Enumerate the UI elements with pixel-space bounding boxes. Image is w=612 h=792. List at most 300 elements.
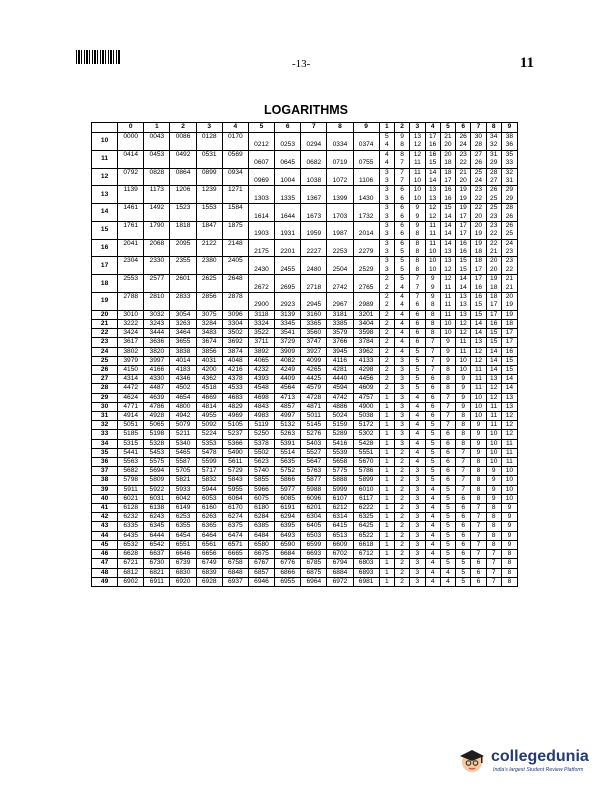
log-value: 5775 [327,467,353,476]
mean-difference: 1 [379,421,394,430]
mean-difference: 10 10 [425,257,440,275]
mean-difference: 5 [410,375,425,384]
log-value: 5977 [275,485,301,494]
log-value: 6739 [170,559,196,568]
log-value: 6857 [248,568,274,577]
log-value: 5809 [144,476,170,485]
mean-difference: 1 [379,412,394,421]
mean-difference: 2 [394,568,409,577]
log-value: 3160 [301,310,327,319]
mean-difference: 14 [486,347,501,356]
log-value: 5038 [353,412,379,421]
row-number: 16 [92,239,118,257]
log-value: 6010 [353,485,379,494]
mean-difference: 5 [410,347,425,356]
mean-difference: 1 [379,476,394,485]
log-value: 6785 [301,559,327,568]
row-number: 41 [92,504,118,513]
log-value: 4378 [222,375,248,384]
mean-difference: 5 [440,485,455,494]
mean-difference: 18 17 [440,168,455,186]
mean-difference: 3 3 [379,257,394,275]
log-value: 5575 [144,458,170,467]
log-value: 0294 [301,133,327,151]
log-value: 3997 [144,356,170,365]
mean-difference: 4 [425,522,440,531]
table-row [92,329,518,338]
log-value: 4014 [170,356,196,365]
mean-difference: 1 [379,522,394,531]
mean-difference: 2 [394,550,409,559]
mean-difference: 6 [410,329,425,338]
mean-difference: 9 [486,485,501,494]
log-value: 6243 [144,513,170,522]
mean-difference: 2 [379,329,394,338]
mean-difference: 7 6 [410,293,425,311]
table-row [92,458,518,467]
mean-difference: 8 7 [394,150,409,168]
mean-difference: 5 [440,504,455,513]
log-value: 3096 [222,310,248,319]
mean-difference: 11 [471,366,486,375]
log-value: 2148 [222,239,248,257]
log-value: 6385 [248,522,274,531]
table-row [92,310,518,319]
log-value: 6637 [144,550,170,559]
log-value: 1847 [196,221,222,239]
mean-difference: 14 [501,375,517,384]
mean-difference: 15 15 [456,257,471,275]
mean-difference: 11 11 [425,221,440,239]
log-value: 4502 [170,384,196,393]
log-value: 5132 [275,421,301,430]
log-value: 6981 [353,577,379,586]
log-value: 6375 [222,522,248,531]
log-value: 6201 [301,504,327,513]
mean-difference: 2 [394,577,409,586]
log-value: 5453 [144,448,170,457]
log-value: 3747 [301,338,327,347]
mean-difference: 9 8 [425,293,440,311]
mean-difference: 4 [440,577,455,586]
mean-difference: 3 3 [379,239,394,257]
log-value: 5717 [196,467,222,476]
log-value: 6758 [222,559,248,568]
mean-difference: 6 [456,504,471,513]
mean-difference: 3 [410,568,425,577]
log-value: 6684 [275,550,301,559]
log-value: 6590 [275,540,301,549]
log-value: 4440 [327,375,353,384]
mean-difference: 1 [379,485,394,494]
log-value: 3674 [196,338,222,347]
column-header: 8 [486,123,501,133]
log-value: 4928 [144,412,170,421]
log-value: 3945 [327,347,353,356]
log-value: 6551 [170,540,196,549]
mean-difference: 3 [394,402,409,411]
column-header: 6 [456,123,471,133]
mean-difference: 17 [501,329,517,338]
log-value: 4579 [301,384,327,393]
log-value: 2279 [353,239,379,257]
mean-difference: 6 6 [394,204,409,222]
log-value: 2201 [275,239,301,257]
log-value: 1038 [301,168,327,186]
mean-difference: 4 [425,577,440,586]
row-number: 37 [92,467,118,476]
mean-difference: 7 [456,458,471,467]
log-value: 6812 [118,568,144,577]
mean-difference: 10 [471,412,486,421]
log-value: 6395 [275,522,301,531]
mean-difference: 22 21 [486,239,501,257]
log-value: 6474 [222,531,248,540]
mean-difference: 11 [501,448,517,457]
mean-difference: 11 [471,375,486,384]
mean-difference: 8 [501,577,517,586]
log-value: 6284 [248,513,274,522]
log-value: 0828 [144,168,170,186]
log-value: 4409 [275,375,301,384]
log-value: 2304 [118,257,144,275]
mean-difference: 4 4 [379,150,394,168]
log-value: 2718 [301,275,327,293]
column-header: 5 [440,123,455,133]
log-value: 4487 [144,384,170,393]
log-value: 6928 [196,577,222,586]
mean-difference: 16 15 [471,293,486,311]
log-value: 2833 [170,293,196,311]
log-value: 4955 [196,412,222,421]
row-number: 34 [92,439,118,448]
log-value: 6937 [222,577,248,586]
mean-difference: 9 [501,513,517,522]
row-number: 39 [92,485,118,494]
mean-difference: 4 [410,458,425,467]
log-value: 2742 [327,275,353,293]
log-value: 1644 [275,204,301,222]
mean-difference: 4 [425,485,440,494]
log-value: 6665 [222,550,248,559]
log-value: 6160 [196,504,222,513]
mean-difference: 13 [501,402,517,411]
log-value: 5502 [248,448,274,457]
table-row [92,320,518,329]
mean-difference: 11 [501,458,517,467]
log-value: 4843 [248,402,274,411]
mean-difference: 8 [486,504,501,513]
log-value: 6964 [301,577,327,586]
mean-difference: 1 [379,439,394,448]
log-value: 5145 [301,421,327,430]
log-value: 6454 [170,531,196,540]
mean-difference: 9 [456,384,471,393]
mean-difference: 7 [440,412,455,421]
mean-difference: 9 [471,448,486,457]
mean-difference: 23 22 [501,257,517,275]
log-value: 1987 [327,221,353,239]
mean-difference: 19 17 [456,204,471,222]
log-value: 5079 [170,421,196,430]
mean-difference: 1 [379,430,394,439]
log-value: 2253 [327,239,353,257]
mean-difference: 17 [486,310,501,319]
log-value: 0682 [301,150,327,168]
mean-difference: 4 [394,320,409,329]
mean-difference: 14 14 [425,168,440,186]
mean-difference: 14 [501,384,517,393]
log-value: 0864 [170,168,196,186]
mean-difference: 28 26 [501,204,517,222]
mean-difference: 7 [486,577,501,586]
log-value: 6532 [118,540,144,549]
mean-difference: 16 15 [425,150,440,168]
mean-difference: 10 [486,458,501,467]
log-value: 5302 [353,430,379,439]
log-value: 5729 [222,467,248,476]
mean-difference: 11 [471,384,486,393]
log-value: 0453 [144,150,170,168]
mean-difference: 12 [471,347,486,356]
log-value: 4742 [327,393,353,402]
row-number: 18 [92,275,118,293]
table-row [92,257,518,275]
mean-difference: 1 [379,513,394,522]
log-value: 6053 [196,494,222,503]
mean-difference: 26 24 [456,133,471,151]
mean-difference: 8 8 [410,239,425,257]
log-value: 6355 [170,522,196,531]
table-row [92,448,518,457]
log-value: 6693 [301,550,327,559]
mean-difference: 4 [425,504,440,513]
log-value: 4564 [275,384,301,393]
mean-difference: 6 [456,522,471,531]
log-value: 5250 [248,430,274,439]
log-value: 4698 [248,393,274,402]
log-value: 3927 [301,347,327,356]
mean-difference: 5 [425,467,440,476]
log-value: 4346 [170,375,196,384]
column-header: 2 [394,123,409,133]
table-row [92,550,518,559]
log-value: 4099 [301,356,327,365]
mean-difference: 4 [410,412,425,421]
log-value: 3385 [327,320,353,329]
mean-difference: 25 23 [486,204,501,222]
log-value: 5403 [301,439,327,448]
log-value: 2095 [170,239,196,257]
log-value: 4166 [144,366,170,375]
log-value: 2014 [353,221,379,239]
mean-difference: 8 [486,540,501,549]
log-value: 3404 [353,320,379,329]
log-value: 2175 [248,239,274,257]
mean-difference: 8 [471,494,486,503]
log-value: 5416 [327,439,353,448]
mean-difference: 5 [440,559,455,568]
log-value: 5065 [144,421,170,430]
mean-difference: 17 16 [425,133,440,151]
log-value: 4330 [144,375,170,384]
log-value: 5441 [118,448,144,457]
log-value: 6955 [275,577,301,586]
mean-difference: 3 [410,476,425,485]
log-value: 4857 [275,402,301,411]
log-value: 6274 [222,513,248,522]
log-value: 0414 [118,150,144,168]
mean-difference: 3 [394,412,409,421]
log-value: 6031 [144,494,170,503]
mean-difference: 15 [471,310,486,319]
mean-difference: 9 [471,430,486,439]
log-value: 1430 [353,186,379,204]
row-number: 33 [92,430,118,439]
mean-difference: 8 [440,375,455,384]
mean-difference: 7 [471,513,486,522]
mean-difference: 10 [456,356,471,365]
log-value: 2405 [222,257,248,275]
log-value: 4065 [248,356,274,365]
mean-difference: 14 [471,329,486,338]
log-value: 4314 [118,375,144,384]
log-value: 4609 [353,384,379,393]
mean-difference: 1 [379,458,394,467]
mean-difference: 9 [501,504,517,513]
mean-difference: 8 [486,522,501,531]
log-value: 6444 [144,531,170,540]
log-value: 0899 [196,168,222,186]
mean-difference: 6 [425,402,440,411]
log-value: 1614 [248,204,274,222]
mean-difference: 7 [471,522,486,531]
log-value: 5888 [327,476,353,485]
log-value: 2122 [196,239,222,257]
log-value: 2765 [353,275,379,293]
log-value: 4900 [353,402,379,411]
log-value: 5705 [170,467,196,476]
log-value: 1523 [170,204,196,222]
row-number: 17 [92,257,118,275]
mean-difference: 1 [379,393,394,402]
log-value: 5988 [301,485,327,494]
mean-difference: 3 [394,439,409,448]
log-value: 6425 [353,522,379,531]
mean-difference: 3 [410,531,425,540]
row-number: 31 [92,412,118,421]
log-value: 6075 [248,494,274,503]
row-number: 13 [92,186,118,204]
mean-difference: 4 [394,329,409,338]
mean-difference: 10 [456,366,471,375]
log-value: 5955 [222,485,248,494]
mean-difference: 9 [486,476,501,485]
log-value: 6314 [327,513,353,522]
log-value: 5740 [248,467,274,476]
mean-difference: 8 [501,559,517,568]
mean-difference: 6 [425,393,440,402]
log-value: 3617 [118,338,144,347]
log-value: 5832 [196,476,222,485]
mean-difference: 21 21 [501,275,517,293]
log-value: 2553 [118,275,144,293]
log-value: 3874 [222,347,248,356]
log-value: 4048 [222,356,248,365]
mean-difference: 8 [486,531,501,540]
log-value: 5933 [170,485,196,494]
mean-difference: 6 [456,513,471,522]
log-value: 5198 [144,430,170,439]
log-value: 5599 [196,458,222,467]
table-row [92,577,518,586]
mean-difference: 6 [471,577,486,586]
row-number: 12 [92,168,118,186]
log-value: 0792 [118,168,144,186]
log-value: 2504 [327,257,353,275]
log-value: 4669 [196,393,222,402]
row-number: 40 [92,494,118,503]
table-row [92,522,518,531]
mean-difference: 5 [440,513,455,522]
table-row [92,275,518,293]
mean-difference: 2 [379,310,394,319]
log-value: 6972 [327,577,353,586]
log-value: 1673 [301,204,327,222]
log-value: 5105 [222,421,248,430]
log-value: 5623 [248,458,274,467]
log-value: 6522 [353,531,379,540]
mean-difference: 5 [425,476,440,485]
mean-difference: 5 [425,439,440,448]
mean-difference: 18 [501,320,517,329]
table-row [92,221,518,239]
column-header: 2 [170,123,196,133]
log-value: 5587 [170,458,196,467]
mean-difference: 2 2 [379,293,394,311]
mean-difference: 13 12 [440,257,455,275]
mean-difference: 13 13 [456,293,471,311]
mean-difference: 6 [440,458,455,467]
log-value: 0645 [275,150,301,168]
mean-difference: 4 [410,448,425,457]
mean-difference: 4 [394,310,409,319]
log-value: 5694 [144,467,170,476]
mean-difference: 8 [440,366,455,375]
mean-difference: 10 [486,448,501,457]
log-value: 5428 [353,439,379,448]
table-row [92,204,518,222]
log-value: 2989 [353,293,379,311]
mean-difference: 23 22 [456,150,471,168]
mean-difference: 7 [425,366,440,375]
mean-difference: 7 [425,347,440,356]
log-value: 6042 [170,494,196,503]
row-number: 29 [92,393,118,402]
log-value: 3655 [170,338,196,347]
mean-difference: 4 [410,421,425,430]
mean-difference: 11 [456,338,471,347]
mean-difference: 2 [394,448,409,457]
mean-difference: 7 [486,550,501,559]
log-value: 6149 [170,504,196,513]
log-value: 3222 [118,320,144,329]
mean-difference: 2 [379,338,394,347]
log-value: 4393 [248,375,274,384]
log-value: 5855 [248,476,274,485]
log-value: 4425 [301,375,327,384]
mean-difference: 6 5 [394,239,409,257]
